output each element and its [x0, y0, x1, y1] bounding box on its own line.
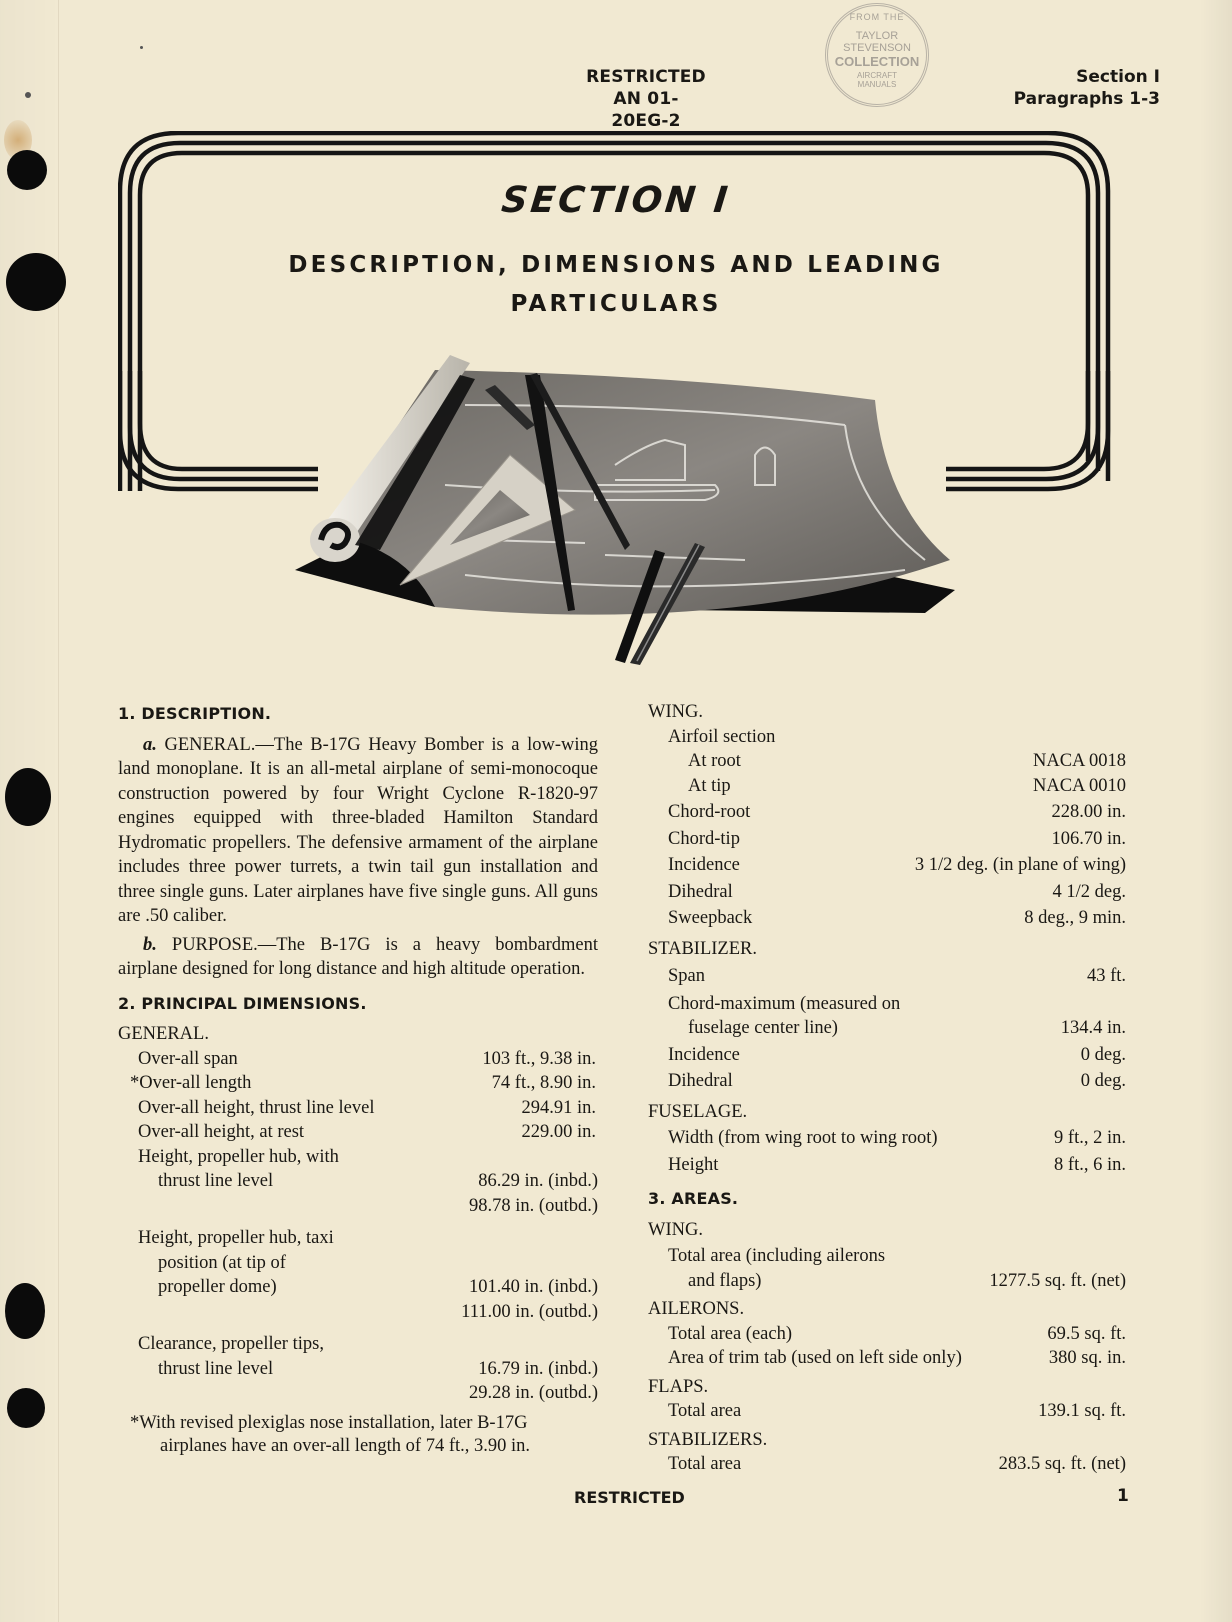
spec-value: NACA 0018	[1032, 751, 1126, 771]
spec-row	[648, 1399, 1126, 1424]
spec-label: Incidence	[668, 855, 740, 875]
spec-label: Span	[668, 966, 705, 986]
areas-flaps-group	[648, 1375, 1126, 1424]
spec-label: Dihedral	[668, 881, 733, 902]
spec-value: 228.00 in.	[1051, 802, 1126, 822]
spec-label: fuselage center line)	[688, 1018, 838, 1038]
paragraph-letter: b.	[143, 934, 157, 955]
paragraph-general	[118, 733, 598, 929]
dimensions-stabilizer-group	[648, 937, 1126, 1094]
spec-label: At root	[688, 751, 741, 771]
stamp-line: STEVENSON	[843, 42, 911, 54]
spec-value: 380 sq. in.	[1048, 1348, 1126, 1368]
spec-value: 8 ft., 6 in.	[1054, 1154, 1126, 1175]
spec-label: Over-all height, thrust line level	[138, 1097, 375, 1118]
page-fold-line	[58, 0, 59, 1622]
paragraphs-label: Paragraphs 1-3	[1013, 89, 1160, 109]
heading-principal-dimensions: 2. PRINCIPAL DIMENSIONS.	[118, 993, 367, 1013]
spec-label: Over-all height, at rest	[138, 1122, 305, 1142]
spec-prop-hub-taxi	[118, 1226, 598, 1324]
spec-value: 86.29 in. (inbd.)	[478, 1171, 598, 1191]
dimensions-general-group	[118, 1022, 598, 1458]
footnote-line: airplanes have an over-all length of 74 ft., 3.90 in.	[160, 1435, 531, 1456]
section-subtitle-line2: PARTICULARS	[510, 291, 722, 317]
spec-label: Chord-root	[668, 802, 751, 822]
binder-hole	[7, 1388, 45, 1428]
spec-label: At tip	[688, 775, 731, 796]
spec-label: Height, propeller hub, with	[138, 1146, 339, 1167]
spec-row	[118, 1275, 598, 1300]
page-number: 1	[1117, 1486, 1129, 1506]
collection-stamp	[825, 3, 929, 107]
spec-value: 43 ft.	[1086, 966, 1126, 986]
spec-row	[118, 1047, 598, 1072]
group-title: WING.	[648, 1219, 703, 1240]
left-column	[118, 702, 598, 1458]
stamp-line: COLLECTION	[834, 54, 920, 69]
spec-label: Total area	[668, 1401, 742, 1421]
spec-row	[118, 1381, 598, 1406]
spec-row	[648, 964, 1126, 989]
binder-hole	[5, 1283, 45, 1339]
spec-value: 134.4 in.	[1060, 1018, 1126, 1038]
spec-value: 3 1/2 deg. (in plane of wing)	[914, 855, 1126, 875]
paragraph-purpose	[118, 933, 598, 982]
spec-row	[648, 827, 1126, 852]
spec-value: 9 ft., 2 in.	[1054, 1128, 1126, 1148]
spec-row	[118, 1357, 598, 1382]
footnote	[118, 1412, 598, 1458]
stamp-arc-text: FROM THE	[849, 12, 905, 22]
group-title: STABILIZERS.	[648, 1429, 768, 1450]
spec-row	[648, 880, 1126, 905]
spec-label: position (at tip of	[158, 1252, 286, 1273]
areas-ailerons-group	[648, 1297, 1126, 1371]
dimensions-wing-group	[648, 700, 1126, 931]
spec-value: 74 ft., 8.90 in.	[491, 1073, 596, 1093]
spec-value: 103 ft., 9.38 in.	[482, 1048, 596, 1069]
section-title: SECTION I	[499, 180, 733, 221]
spec-row	[648, 774, 1126, 799]
spec-label: Total area	[668, 1454, 742, 1474]
spec-value: 139.1 sq. ft.	[1038, 1401, 1126, 1421]
spec-row	[648, 1043, 1126, 1068]
spec-value: 229.00 in.	[521, 1122, 596, 1142]
spec-row	[648, 1069, 1126, 1094]
section-label: Section I	[1076, 67, 1160, 87]
group-title: STABILIZER.	[648, 938, 757, 959]
stamp-line: AIRCRAFT	[857, 71, 897, 80]
spec-value: 1277.5 sq. ft. (net)	[989, 1270, 1126, 1291]
heading-areas: 3. AREAS.	[648, 1189, 739, 1208]
spec-label: propeller dome)	[158, 1277, 277, 1297]
binder-hole	[5, 768, 51, 826]
paragraph-general-text: GENERAL.—The B-17G Heavy Bomber is a low-wing land monoplane. It is an all-metal airplane of semi-monocoque construction powered by four Wright Cyclone R-1820-97 engines equipped with three-bladed Hamilton Standard Hydromatic propellers. The defensive armament of the airplane includes three power turrets, a twin tail gun installation and three single guns. Later airplanes have five single guns. All guns are .50 caliber.	[118, 734, 598, 926]
spec-label: Incidence	[668, 1044, 740, 1065]
drafting-tools-illustration	[285, 345, 965, 665]
group-title: GENERAL.	[118, 1024, 209, 1044]
spec-row	[648, 749, 1126, 774]
spec-value: 69.5 sq. ft.	[1047, 1323, 1126, 1344]
header-right	[1014, 66, 1160, 110]
spec-label: Width (from wing root to wing root)	[668, 1128, 938, 1148]
spec-row	[648, 906, 1126, 931]
spec-row	[118, 1120, 598, 1145]
spec-value: 8 deg., 9 min.	[1024, 908, 1126, 928]
spec-row	[648, 1269, 1126, 1294]
spec-label: thrust line level	[158, 1358, 274, 1379]
spec-row	[648, 1126, 1126, 1151]
spec-label: Over-all span	[138, 1048, 238, 1069]
spec-label: Clearance, propeller tips,	[138, 1334, 324, 1354]
spec-value: 283.5 sq. ft. (net)	[998, 1454, 1126, 1474]
footnote-line: *With revised plexiglas nose installation, later B-17G	[130, 1412, 528, 1433]
spec-label: Area of trim tab (used on left side only)	[668, 1348, 962, 1368]
spec-row	[118, 1071, 598, 1096]
group-title: AILERONS.	[648, 1299, 745, 1319]
spec-row	[648, 800, 1126, 825]
paragraph-purpose-text: PURPOSE.—The B-17G is a heavy bombardment airplane designed for long distance and high altitude operation.	[118, 934, 598, 979]
stamp-line: TAYLOR	[855, 30, 899, 42]
classification-label: RESTRICTED	[586, 67, 706, 87]
spec-label: thrust line level	[158, 1171, 274, 1191]
spec-value: 0 deg.	[1080, 1071, 1126, 1091]
spec-label: Sweepback	[668, 908, 753, 928]
spec-value: 4 1/2 deg.	[1052, 881, 1126, 902]
speck	[140, 46, 143, 49]
spec-label: Total area (each)	[668, 1323, 792, 1344]
spec-row	[118, 1300, 598, 1325]
spec-value: 98.78 in. (outbd.)	[469, 1195, 598, 1216]
group-title: WING.	[648, 702, 703, 722]
spec-label: Chord-maximum (measured on	[668, 993, 901, 1014]
section-subtitle-line1: DESCRIPTION, DIMENSIONS AND LEADING	[288, 252, 944, 278]
paragraph-letter: a.	[143, 734, 157, 755]
heading-description: 1. DESCRIPTION.	[118, 704, 272, 723]
header-left	[586, 66, 706, 132]
right-column	[648, 700, 1126, 1477]
speck	[25, 92, 31, 98]
spec-row	[648, 1346, 1126, 1371]
spec-value: 0 deg.	[1080, 1044, 1126, 1065]
spec-value: 106.70 in.	[1051, 828, 1126, 849]
spec-row	[118, 1194, 598, 1219]
spec-label: Chord-tip	[668, 828, 740, 849]
areas-wing-group	[648, 1218, 1126, 1294]
spec-prop-hub-thrust	[118, 1145, 598, 1219]
spec-value: 16.79 in. (inbd.)	[478, 1358, 598, 1379]
spec-value: 29.28 in. (outbd.)	[469, 1383, 598, 1403]
group-title: FUSELAGE.	[648, 1101, 748, 1122]
spec-label: Total area (including ailerons	[668, 1246, 886, 1266]
spec-row	[648, 1016, 1126, 1041]
spec-label: and flaps)	[688, 1270, 762, 1291]
document-number: AN 01-20EG-2	[611, 89, 681, 131]
stamp-line: MANUALS	[857, 80, 897, 89]
spec-value: NACA 0010	[1032, 775, 1126, 796]
spec-label: Height, propeller hub, taxi	[138, 1228, 334, 1248]
spec-value: 111.00 in. (outbd.)	[461, 1301, 598, 1322]
spec-row	[648, 1322, 1126, 1347]
spec-row	[648, 853, 1126, 878]
spec-label: Dihedral	[668, 1071, 733, 1091]
spec-row	[118, 1096, 598, 1121]
areas-stabilizers-group	[648, 1428, 1126, 1477]
spec-value: 294.91 in.	[521, 1097, 596, 1118]
footer-classification: RESTRICTED	[574, 1488, 685, 1507]
spec-row	[648, 1452, 1126, 1477]
spec-label: *Over-all length	[130, 1073, 252, 1093]
spec-clearance	[118, 1332, 598, 1406]
dimensions-fuselage-group	[648, 1100, 1126, 1178]
spec-value: 101.40 in. (inbd.)	[469, 1277, 598, 1297]
spec-label: Airfoil section	[668, 726, 776, 747]
spec-row	[118, 1169, 598, 1194]
spec-label: Height	[668, 1154, 719, 1175]
spec-row	[648, 1153, 1126, 1178]
group-title: FLAPS.	[648, 1376, 709, 1397]
